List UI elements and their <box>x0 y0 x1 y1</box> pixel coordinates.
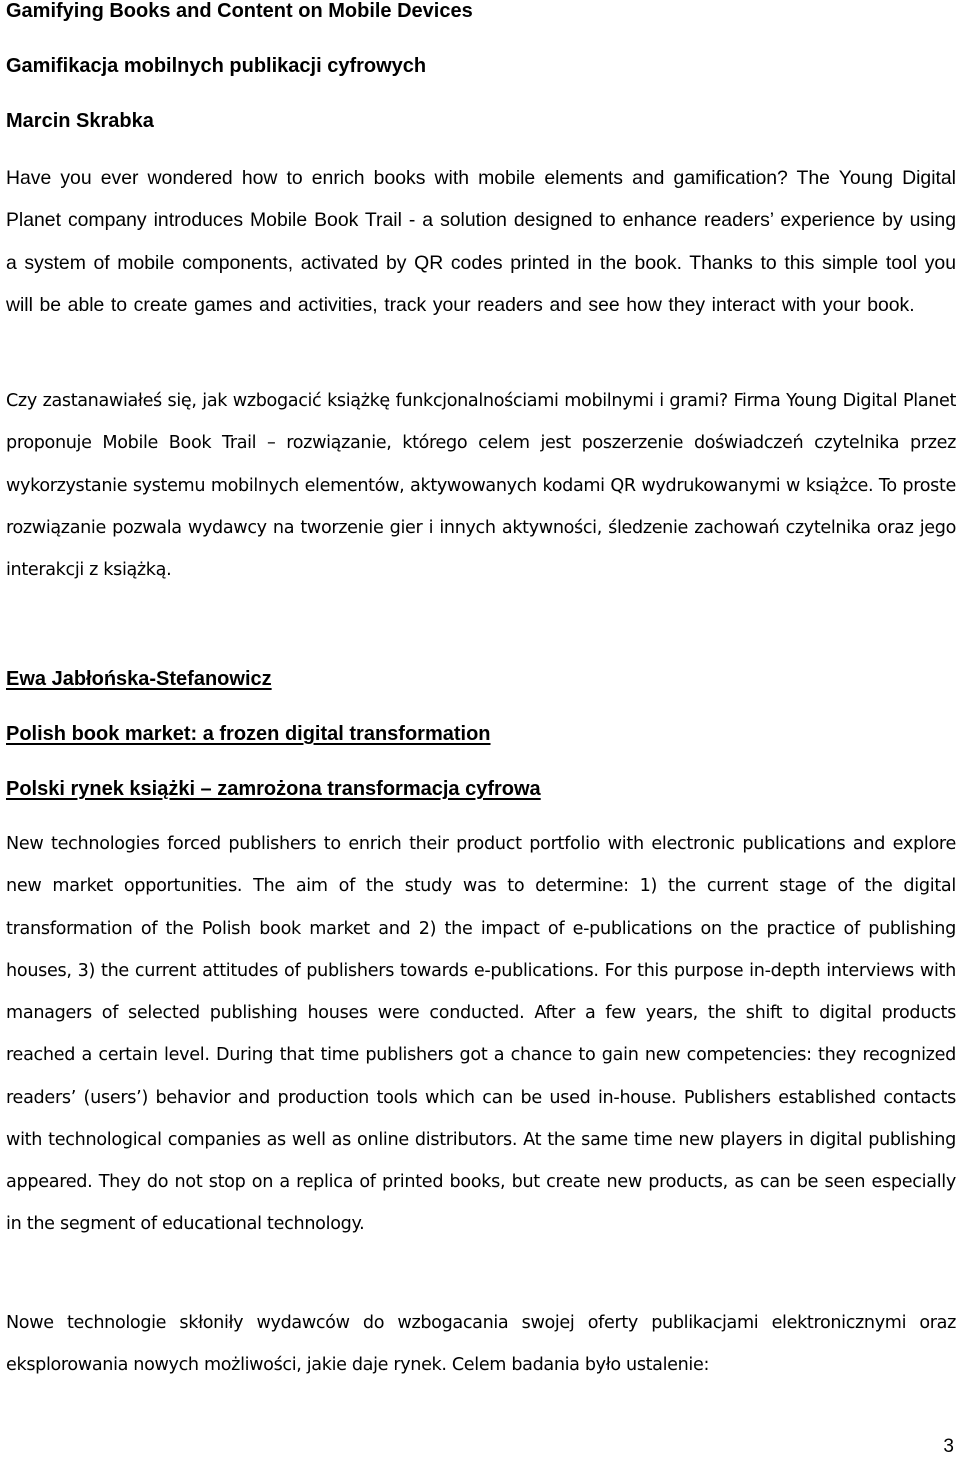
article-author: Marcin Skrabka <box>6 110 154 132</box>
article-title-pl: Gamifikacja mobilnych publikacji cyfrowych <box>6 55 427 77</box>
article-title-en: Gamifying Books and Content on Mobile Devices <box>6 0 473 22</box>
abstract-pl: Czy zastanawiałeś się, jak wzbogacić książkę funkcjonalnościami mobilnymi i grami? Firma Young Digital Planet proponuje Mobile Book Trail – rozwiązanie, którego celem jest poszerzenie doświadczeń czytelnika przez wykorzystanie systemu mobilnych elementów, aktywowanych kodami QR wydrukowanymi w książce. To proste rozwiązanie pozwala wydawcy na tworzenie gier i innych aktywności, śledzenie zachowań czytelnika oraz jego interakcji z książką. <box>6 391 956 581</box>
abstract-pl: Nowe technologie skłoniły wydawców do wzbogacania swojej oferty publikacjami elektronicznymi oraz eksplorowania nowych możliwości, jakie daje rynek. Celem badania było ustalenie: <box>6 1313 956 1376</box>
abstract-en: New technologies forced publishers to enrich their product portfolio with electronic publications and explore new market opportunities. The aim of the study was to determine: 1) the current stage of the digital transformation of the Polish book market and 2) the impact of e-publications on the practice of publishing houses, 3) the current attitudes of publishers towards e-publications. For this purpose in-depth interviews with managers of selected publishing houses were conducted. After a few years, the shift to digital products reached a certain level. During that time publishers got a chance to gain new competencies: they recognized readers’ (users’) behavior and production tools which can be used in-house. Publishers established contacts with technological companies as well as online distributors. At the same time new players in digital publishing appeared. They do not stop on a replica of printed books, but create new products, as can be seen especially in the segment of educational technology. <box>6 834 956 1235</box>
article-title-pl: Polski rynek książki – zamrożona transformacja cyfrowa <box>6 778 541 800</box>
abstract-en: Have you ever wondered how to enrich books with mobile elements and gamification? The Young Digital Planet company introduces Mobile Book Trail - a solution designed to enhance readers’ experience by using a system of mobile components, activated by QR codes printed in the book. Thanks to this simple tool you will be able to create games and activities, track your readers and see how they interact with your book. <box>6 167 956 316</box>
article-author: Ewa Jabłońska-Stefanowicz <box>6 668 272 690</box>
page-number: 3 <box>943 1436 954 1457</box>
article-title-en: Polish book market: a frozen digital transformation <box>6 723 491 745</box>
